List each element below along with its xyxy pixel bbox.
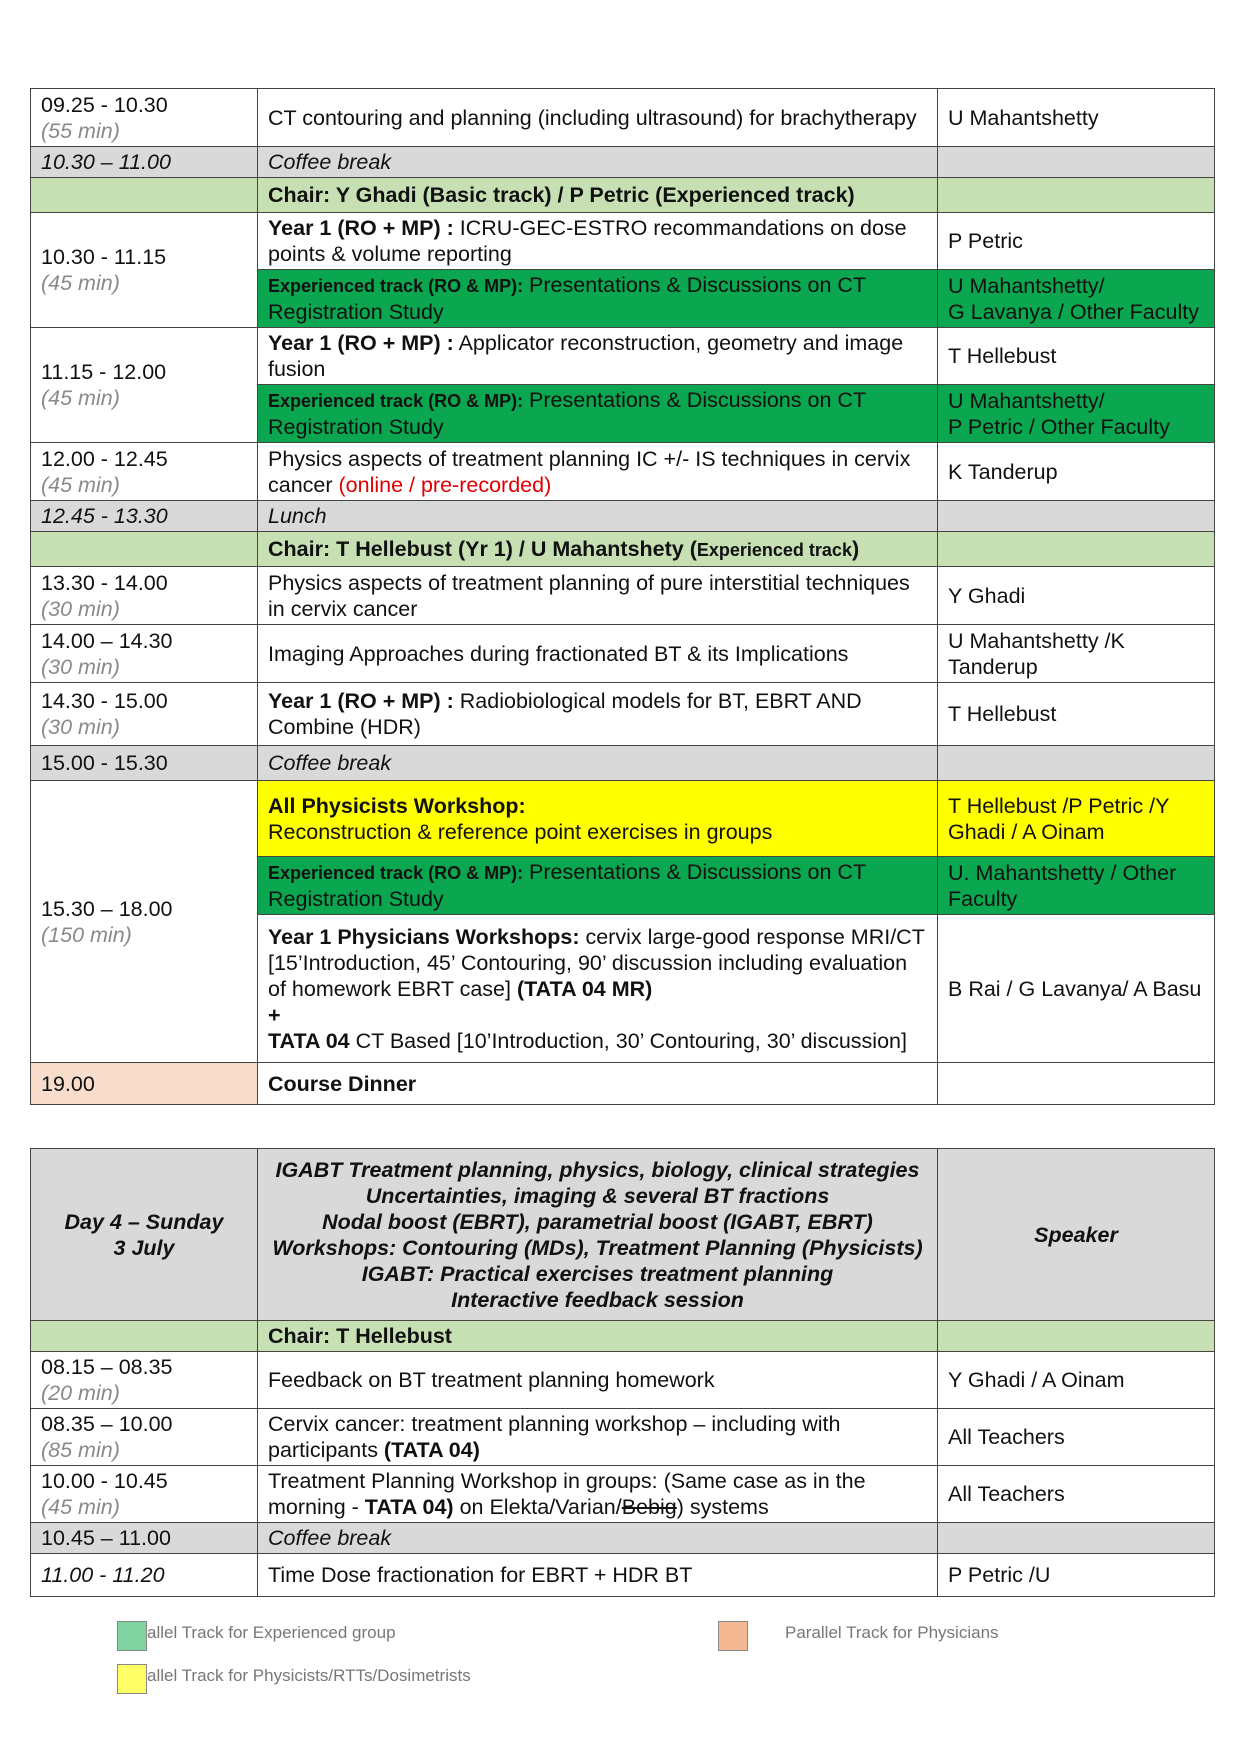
table-row: Year 1 Physicians Workshops: cervix large-good response MRI/CT [15’Introduction, 45’ Contouring, 90’ discussion including evaluation of homework EBRT case] (TATA 04 MR) + TATA 04 CT Based [10’Introduction, 30’ Contouring, 30’ discussion] B Rai / G Lavanya/ A Basu xyxy=(31,915,1215,1063)
table-row: 14.00 – 14.30 (30 min) Imaging Approaches during fractionated BT & its Implications U Mahantshetty /K Tanderup xyxy=(31,625,1215,683)
chair-row: Chair: Y Ghadi (Basic track) / P Petric (Experienced track) xyxy=(31,178,1215,213)
table-row: 11.15 - 12.00 (45 min) Year 1 (RO + MP) : Applicator reconstruction, geometry and image fusion T Hellebust xyxy=(31,328,1215,385)
legend-swatch-yellow xyxy=(117,1664,147,1694)
table-row: 15.30 – 18.00 (150 min) All Physicists Workshop: Reconstruction & reference point exercises in groups T Hellebust /P Petric /Y Ghadi / A Oinam xyxy=(31,781,1215,857)
schedule-table-day3 xyxy=(30,88,1215,1105)
legend-label-experienced: allel Track for Experienced group xyxy=(147,1623,396,1642)
table-row: 09.25 - 10.30 (55 min) CT contouring and planning (including ultrasound) for brachytherapy U Mahantshetty xyxy=(31,89,1215,147)
table-row: 10.00 - 10.45 (45 min) Treatment Planning Workshop in groups: (Same case as in the morning - TATA 04) on Elekta/Varian/Bebig) systems All Teachers xyxy=(31,1466,1215,1523)
table-row: 14.30 - 15.00 (30 min) Year 1 (RO + MP) : Radiobiological models for BT, EBRT AND Combine (HDR) T Hellebust xyxy=(31,683,1215,746)
table-row: Experienced track (RO & MP): Presentations & Discussions on CT Registration Study U Mahantshetty/ G Lavanya / Other Faculty xyxy=(31,270,1215,328)
table-row: Experienced track (RO & MP): Presentations & Discussions on CT Registration Study U Mahantshetty/ P Petric / Other Faculty xyxy=(31,385,1215,443)
table-header: Day 4 – Sunday 3 July IGABT Treatment planning, physics, biology, clinical strategies Uncertainties, imaging & several BT fractions Nodal boost (EBRT), parametrial boost (IGABT, EBRT) Workshops: Contouring (MDs), Treatment Planning (Physicists) IGABT: Practical exercises treatment planning Interactive feedback session Speaker xyxy=(31,1149,1215,1321)
table-row: Experienced track (RO & MP): Presentations & Discussions on CT Registration Study U. Mahantshetty / Other Faculty xyxy=(31,857,1215,915)
table-row: 08.15 – 08.35 (20 min) Feedback on BT treatment planning homework Y Ghadi / A Oinam xyxy=(31,1352,1215,1409)
chair-row: Chair: T Hellebust (Yr 1) / U Mahantshety (Experienced track) xyxy=(31,532,1215,567)
chair-row: Chair: T Hellebust xyxy=(31,1321,1215,1352)
legend-label-physicians: Parallel Track for Physicians xyxy=(785,1623,999,1642)
table-row: 13.30 - 14.00 (30 min) Physics aspects of treatment planning of pure interstitial techniques in cervix cancer Y Ghadi xyxy=(31,567,1215,625)
table-row: 11.00 - 11.20 Time Dose fractionation for EBRT + HDR BT P Petric /U xyxy=(31,1554,1215,1597)
table-row: 12.45 - 13.30 Lunch xyxy=(31,501,1215,532)
table-row: 12.00 - 12.45 (45 min) Physics aspects of treatment planning IC +/- IS techniques in cervix cancer (online / pre-recorded) K Tanderup xyxy=(31,443,1215,501)
table-row: 10.30 – 11.00 Coffee break xyxy=(31,147,1215,178)
legend-swatch-green xyxy=(117,1621,147,1651)
legend-label-physicists: allel Track for Physicists/RTTs/Dosimetrists xyxy=(147,1666,471,1685)
table-row: 10.30 - 11.15 (45 min) Year 1 (RO + MP) : ICRU-GEC-ESTRO recommandations on dose points & volume reporting P Petric xyxy=(31,213,1215,270)
table-row: 19.00 Course Dinner xyxy=(31,1063,1215,1105)
table-row: 08.35 – 10.00 (85 min) Cervix cancer: treatment planning workshop – including with participants (TATA 04) All Teachers xyxy=(31,1409,1215,1466)
table-row: 10.45 – 11.00 Coffee break xyxy=(31,1523,1215,1554)
table-row: 15.00 - 15.30 Coffee break xyxy=(31,746,1215,781)
schedule-table-day4 xyxy=(30,1148,1215,1597)
legend-swatch-peach xyxy=(718,1621,748,1651)
